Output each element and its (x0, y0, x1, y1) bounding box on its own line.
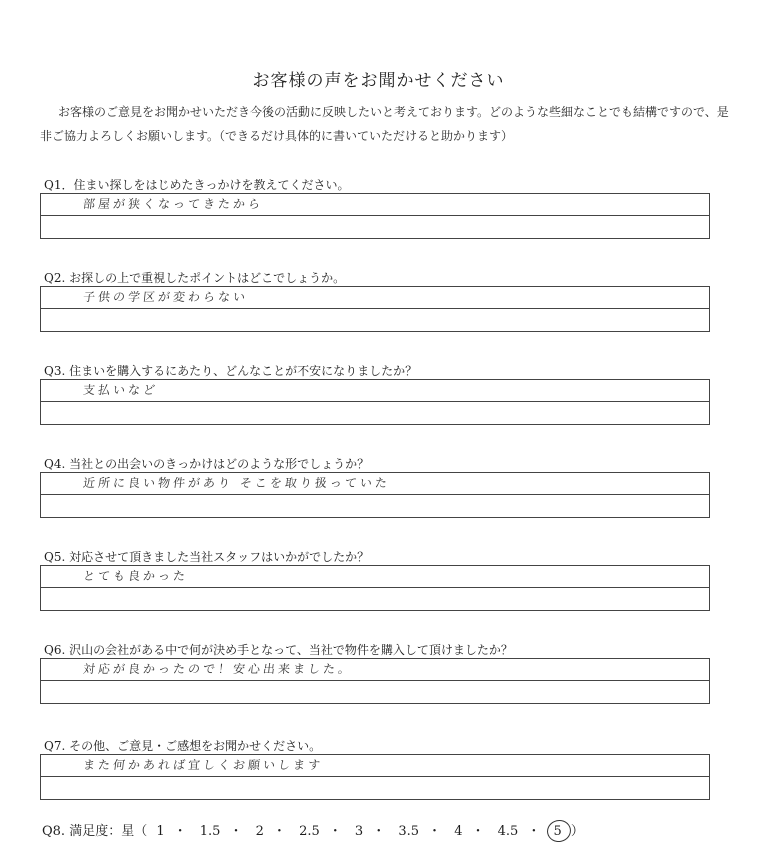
rating-close: ） (570, 824, 584, 839)
rating-separator: ・ (372, 824, 386, 839)
handwritten-answer: 対応が良かったので！安心出来ました。 (82, 662, 354, 676)
rating-option[interactable]: 1 (156, 824, 165, 839)
handwritten-answer: 部屋が狭くなってきたから (82, 197, 264, 211)
rating-option[interactable]: 2 (255, 824, 264, 839)
question-label: Q4. 当社との出会いのきっかけはどのような形でしょうか？ (44, 457, 370, 471)
answer-line-divider (41, 494, 709, 495)
rating-option[interactable]: 3.5 (398, 824, 420, 839)
question-label: Q2. お探しの上で重視したポイントはどこでしょうか。 (44, 271, 346, 285)
handwritten-answer: 近所に良い物件があり そこを取り扱っていた (82, 476, 391, 490)
answer-box[interactable] (40, 472, 710, 518)
rating-option-selected[interactable]: 5 (553, 824, 562, 839)
rating-separator: ・ (328, 824, 342, 839)
rating-option[interactable]: 4 (454, 824, 463, 839)
page-title: お客様の声をお聞かせください (252, 71, 505, 91)
question-q5 (40, 548, 730, 638)
answer-box[interactable] (40, 286, 710, 332)
question-q1 (40, 176, 730, 266)
answer-box[interactable] (40, 754, 710, 800)
answer-line-divider (41, 776, 709, 777)
handwritten-answer: また何かあれば宜しくお願いします (82, 758, 324, 772)
answer-box[interactable] (40, 193, 710, 239)
answer-box[interactable] (40, 658, 710, 704)
question-label: Q5. 対応させて頂きました当社スタッフはいかがでしたか？ (44, 550, 370, 564)
rating-option[interactable]: 3 (354, 824, 364, 839)
rating-label: Q8. 満足度：星（ (42, 824, 148, 839)
question-label: Q7. その他、ご意見・ご感想をお聞かせください。 (44, 739, 322, 753)
handwritten-answer: とても良かった (82, 569, 189, 583)
question-label: Q1．住まい探しをはじめたきっかけを教えてください。 (44, 178, 350, 192)
rating-separator: ・ (173, 824, 187, 839)
answer-line-divider (41, 308, 709, 309)
answer-box[interactable] (40, 379, 710, 425)
question-label: Q3. 住まいを購入するにあたり、どんなことが不安になりましたか？ (44, 364, 418, 378)
answer-line-divider (41, 587, 709, 588)
question-label: Q6. 沢山の会社がある中で何が決め手となって、当社で物件を購入して頂けましたか？ (44, 643, 513, 657)
rating-separator: ・ (272, 824, 286, 839)
satisfaction-rating (42, 820, 584, 839)
handwritten-answer: 支払いなど (82, 383, 159, 397)
rating-option[interactable]: 2.5 (299, 824, 320, 839)
rating-separator: ・ (428, 824, 442, 839)
intro-text: お客様のご意見をお聞かせいただき今後の活動に反映したいと考えております。どのような些細なことでも結構ですので、是非ご協力よろしくお願いします。（できるだけ具体的に書いていただけると助かります） (40, 105, 729, 143)
question-q7 (40, 737, 730, 827)
answer-box[interactable] (40, 565, 710, 611)
answer-line-divider (41, 680, 709, 681)
answer-line-divider (41, 215, 709, 216)
rating-separator: ・ (527, 824, 541, 839)
question-q3 (40, 362, 730, 452)
question-q6 (40, 641, 730, 731)
rating-option[interactable]: 4.5 (497, 824, 519, 839)
question-q2 (40, 269, 730, 359)
handwritten-answer: 子供の学区が変わらない (82, 290, 249, 304)
rating-separator: ・ (229, 824, 243, 839)
answer-line-divider (41, 401, 709, 402)
question-q4 (40, 455, 730, 545)
rating-separator: ・ (471, 824, 485, 839)
rating-option[interactable]: 1.5 (199, 824, 221, 839)
